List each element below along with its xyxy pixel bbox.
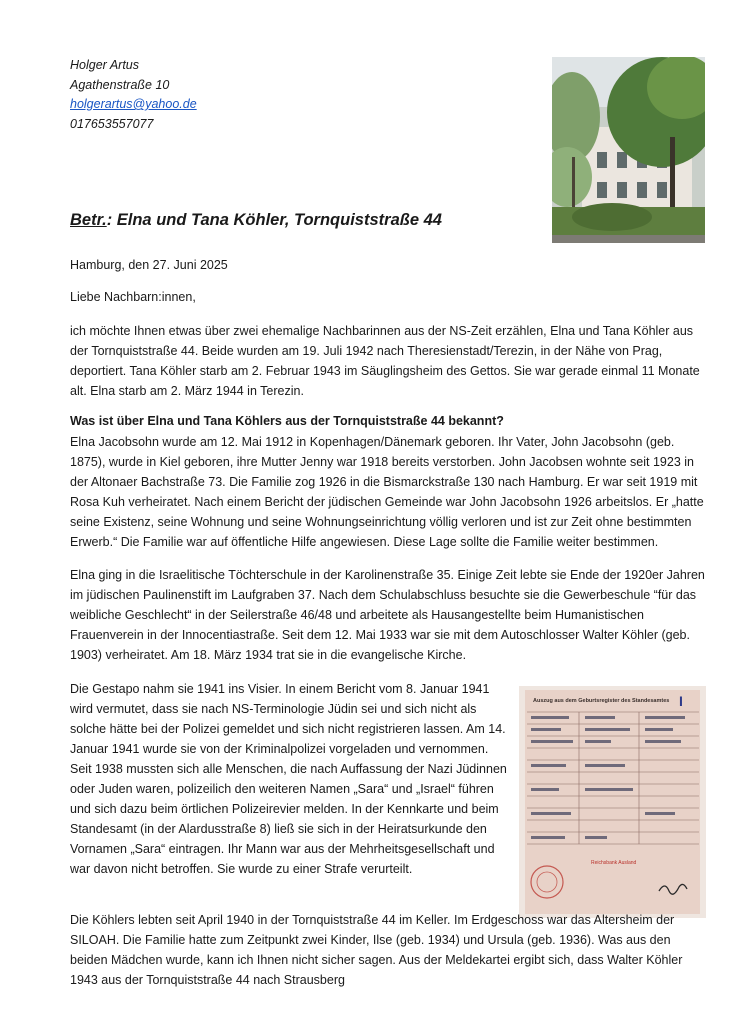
sender-name: Holger Artus xyxy=(70,58,140,72)
document-stamp-text: Reichsbank Ausland xyxy=(591,860,637,866)
school-paragraph: Elna ging in die Israelitische Töchterschule in der Karolinenstraße 35. Einige Zeit lebte sie Ende der 1920er Jahren im jüdischen Paulinenstift im Laufgraben 37. Nach dem Schulabschluss besuchte sie die Gewerbeschule “für das weibliche Geschlecht“ in der Seilerstraße 46/48 und arbeitete als Hausangestellte beim Humanistischen Frauenverein in der Innocentiastraße. Seit dem 12. Mai 1933 war sie mit dem Autoschlosser Walter Köhler (geb. 1903) verheiratet. Am 18. März 1934 trat sie in die evangelische Kirche. xyxy=(70,568,705,662)
cellar-paragraph: Die Köhlers lebten seit April 1940 in der Tornquiststraße 44 im Keller. Im Erdgeschoss war das Altersheim der SILOAH. Die Familie hatte zum Zeitpunkt zwei Kinder, Ilse (geb. 1934) und Ursula (geb. 1936). Was aus den beiden Mädchen wurde, kann ich Ihnen nicht sicher sagen. Aus der Meldekartei ergibt sich, dass Walter Köhler 1943 aus der Tornquiststraße 44 nach Strausberg xyxy=(70,913,683,987)
family-paragraph: Elna Jacobsohn wurde am 12. Mai 1912 in Kopenhagen/Dänemark geboren. Ihr Vater, John Jacobsohn (geb. 1875), wurde in Kiel geboren, ihre Mutter Jenny war 1918 bereits verstorben. John Jacobsen wohnte seit 1923 in der Altonaer Bachstraße 73. Die Familie zog 1926 in die Bismarckstraße 130 nach Hamburg. Er war seit 1919 mit Rosa Kuh verheiratet. Nach einem Bericht der jüdischen Gemeinde war John Jacobsohn 1926 arbeitslos. Er „hatte seine Existenz, seine Wohnung und seine Wohnungseinrichtung völlig verloren und ist zur Zeit ohne bestimmten Erwerb.“ Die Familie war auf öffentliche Hilfe angewiesen. Diese Lage sollte die Familie weiter bestimmen. xyxy=(70,435,704,549)
street-photo-image xyxy=(552,57,705,243)
section-heading: Was ist über Elna und Tana Köhlers aus der Tornquiststraße 44 bekannt? xyxy=(70,414,504,428)
sender-street: Agathenstraße 10 xyxy=(70,77,170,92)
intro-paragraph: ich möchte Ihnen etwas über zwei ehemalige Nachbarinnen aus der NS-Zeit erzählen, Elna und Tana Köhler aus der Tornquiststraße 44. Beide wurden am 19. Juli 1942 nach Theresienstadt/Terezin, in der Nähe von Prag, deportiert. Tana Köhler starb am 2. Februar 1943 im Säuglingsheim des Gettos. Sie war gerade einmal 11 Monate alt. Elna starb am 2. März 1944 in Terezin. xyxy=(70,324,700,398)
sender-email-link[interactable]: holgerartus@yahoo.de xyxy=(70,97,197,111)
registry-document-image xyxy=(519,686,706,918)
greeting: Liebe Nachbarn:innen, xyxy=(70,290,196,304)
gestapo-paragraph: Die Gestapo nahm sie 1941 ins Visier. In einem Bericht vom 8. Januar 1941 wird vermutet, dass sie nach NS-Terminologie Jüdin sei und sich nicht als solche hätte bei der Polizei gemeldet und sich nicht registrieren lassen. Am 14. Januar 1941 wurde sie von der Kriminalpolizei vorgeladen und vernommen. Seit 1938 mussten sich alle Menschen, die nach Auffassung der Nazi Jüdinnen oder Juden waren, polizeilich den weiteren Namen „Sara“ und „Israel“ führen und sich dazu beim örtlichen Polizeirevier melden. In der Kennkarte und beim Standesamt (in der Alardusstraße 8) ließ sie sich in der Heiratsurkunde den Vornamen „Sara“ eintragen. Ihr Mann war aus der Mehrheitsgesellschaft und war davon nicht betroffen. Sie wurde zu einer Strafe verurteilt. xyxy=(70,682,507,876)
sender-phone: 017653557077 xyxy=(70,116,154,131)
subject-line xyxy=(70,211,442,230)
subject-text: : Elna und Tana Köhler, Tornquiststraße 44 xyxy=(106,211,442,229)
document-header: Auszug aus dem Geburtsregister des Standesamtes xyxy=(533,698,670,704)
date-line: Hamburg, den 27. Juni 2025 xyxy=(70,258,228,272)
sender-address-block xyxy=(70,56,197,134)
subject-prefix: Betr. xyxy=(70,211,107,229)
document-corner-mark: I xyxy=(679,693,683,709)
